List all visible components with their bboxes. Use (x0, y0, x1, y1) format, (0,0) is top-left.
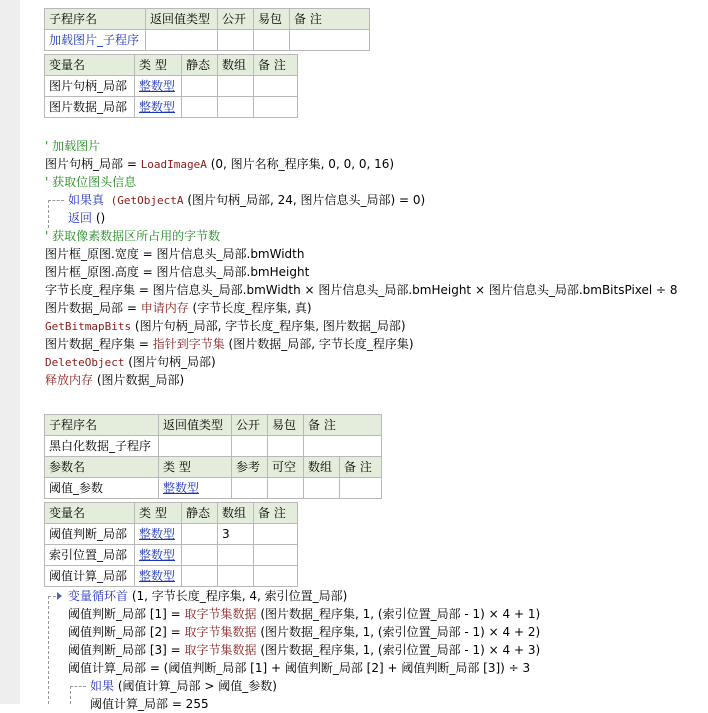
subroutine-name-load[interactable]: 加载图片_子程序 (45, 30, 146, 51)
col-return-type: 返回值类型 (159, 415, 232, 436)
code-line[interactable]: 变量循环首 (1, 字节长度_程序集, 4, 索引位置_局部) (68, 589, 348, 603)
col-subroutine-name: 子程序名 (45, 415, 159, 436)
col-easy-package: 易包 (268, 415, 304, 436)
flow-guide (70, 686, 86, 687)
array-cell[interactable] (218, 566, 254, 587)
remark-cell[interactable] (254, 97, 298, 118)
reference-cell[interactable] (232, 478, 268, 499)
comment-line: ' 加载图片 (45, 139, 101, 153)
var-name-cell[interactable]: 图片数据_局部 (45, 97, 135, 118)
col-remark: 备 注 (340, 457, 382, 478)
col-array: 数组 (304, 457, 340, 478)
col-type: 类 型 (135, 503, 182, 524)
array-cell[interactable] (218, 545, 254, 566)
col-remark: 备 注 (254, 503, 298, 524)
nullable-cell[interactable] (268, 478, 304, 499)
var-type-link[interactable]: 整数型 (135, 524, 182, 545)
array-cell[interactable]: 3 (218, 524, 254, 545)
remark-cell[interactable] (254, 566, 298, 587)
code-line[interactable]: 释放内存 (图片数据_局部) (45, 373, 185, 387)
col-reference: 参考 (232, 457, 268, 478)
col-subroutine-name: 子程序名 (45, 9, 146, 30)
var-type-link[interactable]: 整数型 (135, 76, 182, 97)
static-cell[interactable] (182, 97, 218, 118)
flow-guide (48, 200, 49, 228)
flow-guide (70, 686, 71, 704)
comment-line: ' 获取位图头信息 (45, 175, 137, 189)
loop-arrow-icon (57, 592, 62, 600)
comment-line: ' 获取像素数据区所占用的字节数 (45, 229, 221, 243)
array-cell[interactable] (304, 478, 340, 499)
col-easy-package: 易包 (254, 9, 290, 30)
code-line[interactable]: 图片数据_局部 = 申请内存 (字节长度_程序集, 真) (45, 301, 312, 315)
code-line[interactable]: GetBitmapBits (图片句柄_局部, 字节长度_程序集, 图片数据_局部) (45, 319, 406, 333)
code-line[interactable]: 阈值计算_局部 = (阈值判断_局部 [1] + 阈值判断_局部 [2] + 阈值判断_局部 [3]) ÷ 3 (68, 661, 531, 675)
code-line[interactable]: 图片句柄_局部 = LoadImageA (0, 图片名称_程序集, 0, 0, 0, 16) (45, 157, 395, 171)
public-cell[interactable] (232, 436, 268, 457)
remark-cell[interactable] (340, 478, 382, 499)
col-remark: 备 注 (304, 415, 382, 436)
col-nullable: 可空 (268, 457, 304, 478)
remark-cell[interactable] (254, 524, 298, 545)
code-line[interactable]: DeleteObject (图片句柄_局部) (45, 355, 216, 369)
code-line[interactable]: 图片数据_程序集 = 指针到字节集 (图片数据_局部, 字节长度_程序集) (45, 337, 414, 351)
col-type: 类 型 (159, 457, 232, 478)
code-line[interactable]: 如果 (阈值计算_局部 > 阈值_参数) (90, 679, 277, 693)
code-line[interactable]: 返回 () (68, 211, 106, 225)
static-cell[interactable] (182, 76, 218, 97)
var-name-cell[interactable]: 索引位置_局部 (45, 545, 135, 566)
table-row (45, 478, 382, 499)
var-name-cell[interactable]: 阈值计算_局部 (45, 566, 135, 587)
code-line[interactable]: 阈值判断_局部 [1] = 取字节集数据 (图片数据_程序集, 1, (索引位置_局部 - 1) × 4 + 1) (68, 607, 541, 621)
code-line[interactable]: 图片框_原图.高度 = 图片信息头_局部.bmHeight (45, 265, 310, 279)
col-public: 公开 (232, 415, 268, 436)
col-static: 静态 (182, 503, 218, 524)
remark-cell[interactable] (254, 545, 298, 566)
col-return-type: 返回值类型 (146, 9, 218, 30)
var-name-cell[interactable]: 阈值判断_局部 (45, 524, 135, 545)
table-row (45, 545, 298, 566)
param-type-link[interactable]: 整数型 (159, 478, 232, 499)
remark-cell[interactable] (304, 436, 382, 457)
flow-guide (48, 200, 64, 201)
editor-gutter (0, 0, 20, 704)
easy-package-cell[interactable] (254, 30, 290, 51)
remark-cell[interactable] (254, 76, 298, 97)
flow-guide (48, 596, 49, 704)
remark-cell[interactable] (290, 30, 370, 51)
param-name-cell[interactable]: 阈值_参数 (45, 478, 159, 499)
static-cell[interactable] (182, 524, 218, 545)
col-var-name: 变量名 (45, 503, 135, 524)
subroutine-table-load (44, 8, 370, 51)
static-cell[interactable] (182, 566, 218, 587)
flow-guide (48, 596, 56, 597)
var-type-link[interactable]: 整数型 (135, 545, 182, 566)
var-type-link[interactable]: 整数型 (135, 566, 182, 587)
code-line[interactable]: 图片框_原图.宽度 = 图片信息头_局部.bmWidth (45, 247, 305, 261)
col-remark: 备 注 (254, 55, 298, 76)
local-vars-table-binarize (44, 502, 298, 587)
col-param-name: 参数名 (45, 457, 159, 478)
subroutine-table-binarize (44, 414, 382, 499)
col-static: 静态 (182, 55, 218, 76)
col-type: 类 型 (135, 55, 182, 76)
col-public: 公开 (218, 9, 254, 30)
code-line[interactable]: 阈值计算_局部 = 255 (90, 697, 209, 711)
var-name-cell[interactable]: 图片句柄_局部 (45, 76, 135, 97)
table-row (45, 524, 298, 545)
code-line[interactable]: 阈值判断_局部 [2] = 取字节集数据 (图片数据_程序集, 1, (索引位置_局部 - 1) × 4 + 2) (68, 625, 541, 639)
local-vars-table-load (44, 54, 298, 118)
array-cell[interactable] (218, 76, 254, 97)
array-cell[interactable] (218, 97, 254, 118)
col-remark: 备 注 (290, 9, 370, 30)
return-type-cell[interactable] (159, 436, 232, 457)
code-line[interactable]: 字节长度_程序集 = 图片信息头_局部.bmWidth × 图片信息头_局部.bmHeight × 图片信息头_局部.bmBitsPixel ÷ 8 (45, 283, 678, 297)
col-array: 数组 (218, 503, 254, 524)
var-type-link[interactable]: 整数型 (135, 97, 182, 118)
code-line[interactable]: 如果真 (GetObjectA (图片句柄_局部, 24, 图片信息头_局部) = 0) (68, 193, 426, 207)
public-cell[interactable] (218, 30, 254, 51)
table-row (45, 97, 298, 118)
col-array: 数组 (218, 55, 254, 76)
code-line[interactable]: 阈值判断_局部 [3] = 取字节集数据 (图片数据_程序集, 1, (索引位置_局部 - 1) × 4 + 3) (68, 643, 541, 657)
col-var-name: 变量名 (45, 55, 135, 76)
return-type-cell[interactable] (146, 30, 218, 51)
static-cell[interactable] (182, 545, 218, 566)
subroutine-name-binarize[interactable]: 黑白化数据_子程序 (45, 436, 159, 457)
easy-package-cell[interactable] (268, 436, 304, 457)
table-row (45, 76, 298, 97)
table-row (45, 566, 298, 587)
